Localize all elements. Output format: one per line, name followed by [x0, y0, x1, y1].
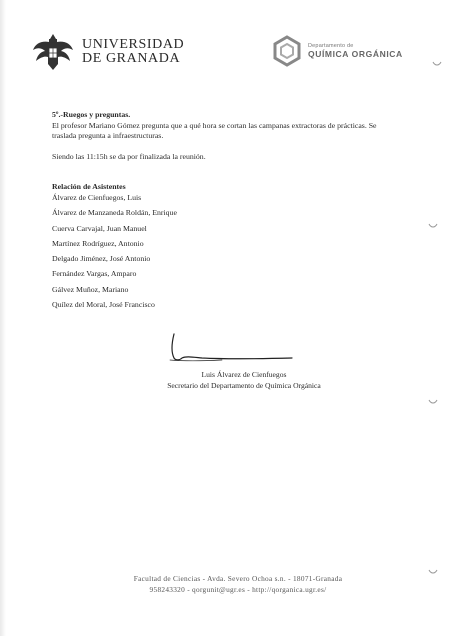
- closing-paragraph: Siendo las 11:15h se da por finalizada la reunión.: [52, 151, 206, 161]
- attendee-item: Gálvez Muñoz, Mariano: [52, 284, 129, 294]
- attendee-item: Fernández Vargas, Amparo: [52, 269, 137, 279]
- signatory-name: Luis Álvarez de Cienfuegos: [201, 370, 287, 379]
- university-logo: [30, 30, 184, 74]
- footer-contact: 958243320 - qorgunit@ugr.es - http://qorganica.ugr.es/: [149, 584, 327, 594]
- signatory-role: Secretario del Departamento de Química Orgánica: [167, 381, 321, 390]
- university-name-line1: UNIVERSIDAD: [82, 37, 185, 52]
- signature-block: [144, 369, 344, 391]
- margin-mark-icon: [428, 568, 438, 576]
- university-crest-icon: [30, 30, 76, 74]
- handwritten-signature: [162, 330, 312, 366]
- question-paragraph: El profesor Mariano Gómez pregunta que a qué hora se cortan las campanas extractoras de prácticas. Se traslada pregunta a infraestructuras.: [52, 120, 377, 141]
- university-name: [82, 38, 184, 66]
- minutes-body: [52, 110, 402, 315]
- university-name-line2: DE GRANADA: [82, 51, 181, 66]
- page-footer: [118, 574, 358, 595]
- margin-mark-icon: [432, 60, 442, 68]
- department-label: Departamento de: [308, 43, 354, 49]
- department-title: QUÍMICA ORGÁNICA: [308, 49, 403, 59]
- attendee-item: Álvarez de Manzaneda Roldán, Enrique: [52, 208, 177, 218]
- attendee-item: Delgado Jiménez, José Antonio: [52, 254, 151, 264]
- footer-address: Facultad de Ciencias - Avda. Severo Ochoa s.n. - 18071-Granada: [133, 574, 343, 583]
- attendee-item: Martínez Rodríguez, Antonio: [52, 238, 144, 248]
- attendee-item: Álvarez de Cienfuegos, Luis: [52, 192, 142, 202]
- attendee-item: Cuerva Carvajal, Juan Manuel: [52, 223, 147, 233]
- scan-edge: [0, 0, 6, 636]
- attendees-heading: Relación de Asistentes: [52, 182, 126, 192]
- section-heading: 5º.-Ruegos y preguntas.: [52, 110, 131, 119]
- attendee-item: Quílez del Moral, José Francisco: [52, 300, 155, 310]
- margin-mark-icon: [428, 398, 438, 406]
- department-name: [308, 43, 403, 59]
- department-logo: [272, 35, 403, 67]
- attendees-list: [52, 193, 402, 315]
- hexagon-logo-icon: [272, 35, 302, 67]
- margin-mark-icon: [428, 222, 438, 230]
